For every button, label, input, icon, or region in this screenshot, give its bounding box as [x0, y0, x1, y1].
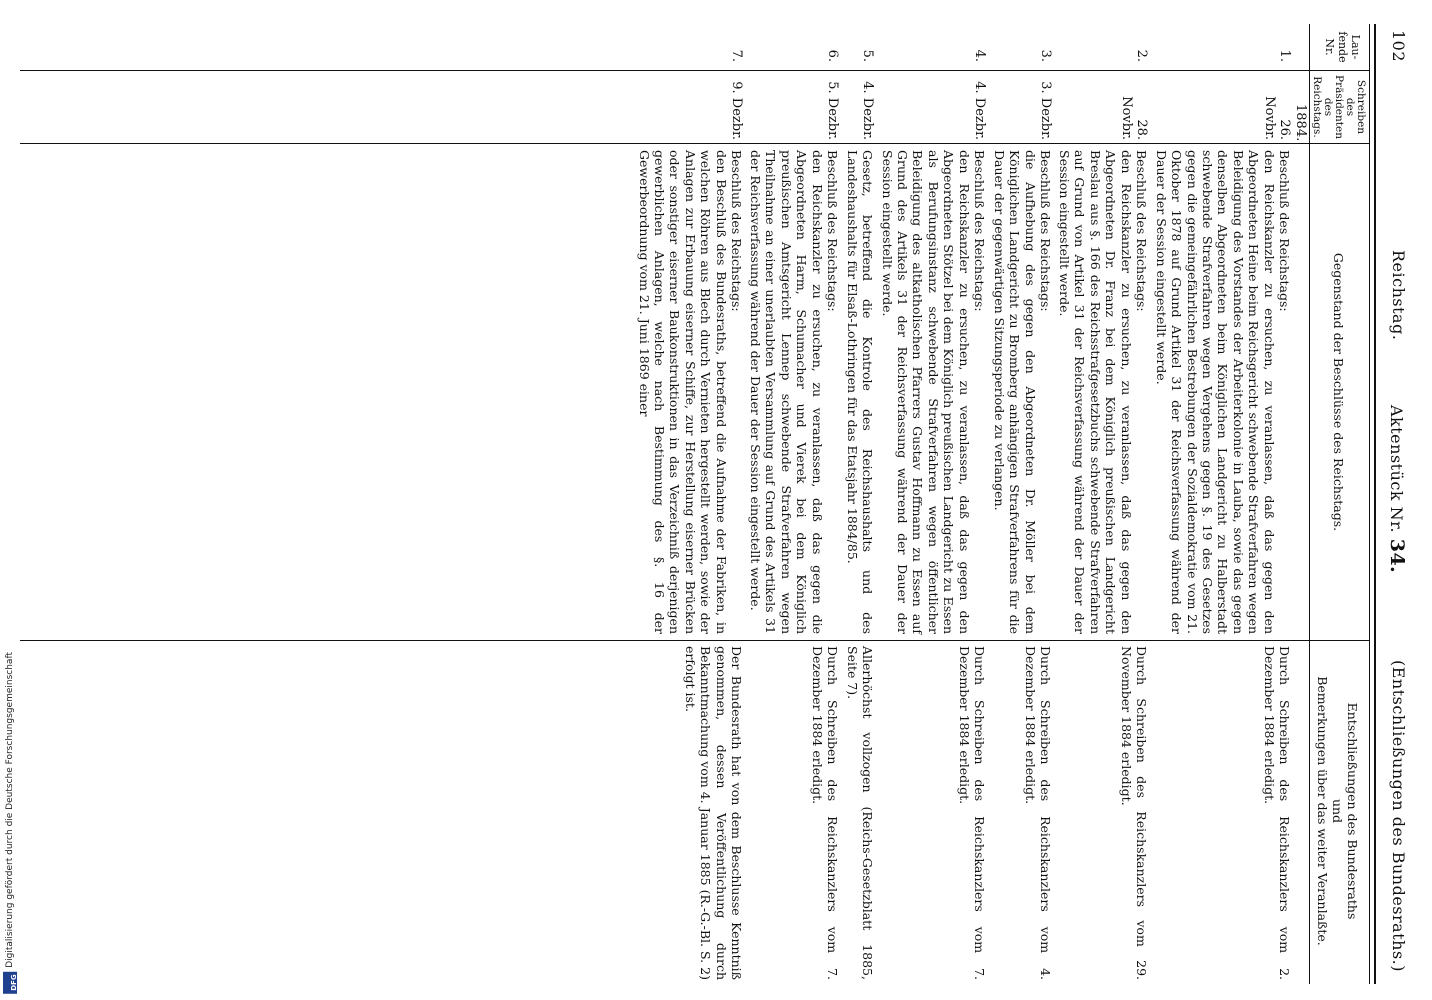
rule-col2	[20, 143, 1370, 144]
entry-subject: Beschluß des Reichstags: den Reichskanzler zu ersuchen, zu veranlassen, daß das gegen die Abgeordneten Harm, Schumacher und Vierek bei dem Königlich preußischen Amtsgericht Lennep schwebende Strafverfahren wegen Theilnahme an einer unerlaubten Versammlung auf Grund des Artikels 31 der Reichsverfassung während der Dauer der Session eingestellt werde.	[747, 150, 840, 634]
entry-number: 5.	[860, 49, 875, 62]
entry-date: 28. Novbr.	[1119, 96, 1149, 140]
year-label: 1884.	[1293, 104, 1308, 142]
header-center-number: 34.	[1386, 538, 1408, 574]
colhead-entschliessungen: Entschließungen des Bundesraths und Bemerkungen über das weiter Veranlaßte.	[1315, 676, 1360, 946]
entry-resolution: Durch Schreiben des Reichskanzlers vom 2. Dezember 1884 erledigt.	[1261, 646, 1292, 980]
entry-subject: Beschluß des Reichstags: den Reichskanzler zu ersuchen, zu veranlassen, daß das gegen den Abgeordneten Stötzel bei dem Königlich preußischen Landgericht zu Essen als Berufungsinstanz schwebende Strafverfahren wegen öffentlicher Beleidigung des altkatholischen Pfarrers Gustav Hoffmann zu Essen auf Grund des Artikels 31 der Reichsverfassung während der Dauer der Session eingestellt werde.	[879, 150, 987, 634]
entry-date: 4. Dezbr.	[972, 81, 987, 140]
entry-number: 4.	[972, 49, 987, 62]
dfg-credit-text: Digitalisierung gefördert durch die Deutsche Forschungsgemeinschaft	[5, 652, 15, 968]
dfg-logo: DFG	[3, 972, 17, 994]
entry-number: 6.	[825, 49, 840, 62]
header-left-title: Reichstag.	[1389, 250, 1408, 341]
rule-top-thin	[1369, 24, 1370, 984]
entry-resolution: Allerhöchst vollzogen (Reichs-Gesetzblatt 1885, Seite 7).	[844, 646, 875, 980]
entry-subject: Beschluß des Reichstags: den Reichskanzler zu ersuchen, zu veranlassen, daß das gegen den Abgeordneten Dr. Franz bei dem Königlich preußischen Landgericht Breslau aus §. 166 des Reichsstrafgesetzbuchs schwebende Strafverfahren auf Grund von Artikel 31 der Reichsverfassung während der Dauer der Session eingestellt werde.	[1056, 150, 1149, 634]
entry-subject: Beschluß des Reichstags: die Aufhebung des gegen den Abgeordneten Dr. Möller bei dem Königlichen Landgericht zu Bromberg anhängigen Strafverfahrens für die Dauer der gegenwärtigen Sitzungsperiode zu verlangen.	[991, 150, 1053, 634]
entry-resolution: Der Bundesrath hat von dem Beschlusse Kenntniß genommen, dessen Veröffentlichung durch Bekanntmachung vom 4. Januar 1885 (R.-G.-Bl. S. 2) erfolgt ist.	[682, 646, 744, 980]
entry-number: 2.	[1134, 49, 1149, 62]
rule-col1	[20, 70, 1370, 71]
colhead-gegenstand: Gegenstand der Beschlüsse des Reichstags.	[1331, 252, 1346, 532]
entry-resolution: Durch Schreiben des Reichskanzlers vom 7. Dezember 1884 erledigt.	[809, 646, 840, 980]
entry-number: 3.	[1038, 49, 1053, 62]
header-right-title: (Entschließungen des Bundesraths.)	[1389, 660, 1408, 972]
rule-col3	[20, 640, 1370, 641]
header-center-prefix: Aktenstück Nr.	[1387, 405, 1406, 534]
entry-subject: Beschluß des Reichstags: den Beschluß des Bundesraths, betreffend die Aufnahme der Fabriken, in welchen Röhren aus Blech durch Vernieten hergestellt werden, sowie der Anlagen zur Erbauung eiserner Schiffe, zur Herstellung eiserner Brücken oder sonstiger eiserner Baukonstruktionen in das Verzeichniß derjenigen gewerblichen Anlagen, welche nach Bestimmung des §. 16 der Gewerbeordnung vom 21. Juni 1869 einer	[636, 150, 744, 634]
header-center-title	[1386, 405, 1408, 573]
entry-number: 7.	[729, 49, 744, 62]
dfg-credit	[3, 652, 17, 994]
entry-resolution: Durch Schreiben des Reichskanzlers vom 4. Dezember 1884 erledigt.	[1022, 646, 1053, 980]
entry-date: 9. Dezbr.	[729, 81, 744, 140]
rule-header-bottom	[1309, 24, 1310, 984]
entry-date: 4. Dezbr.	[860, 81, 875, 140]
colhead-laufende-nr: Lau- fende Nr.	[1323, 31, 1362, 63]
entry-date: 3. Dezbr.	[1038, 81, 1053, 140]
entry-subject: Gesetz, betreffend die Kontrole des Reichshaushalts und des Landeshaushalts für Elsaß-Lothringen für das Etatsjahr 1884/85.	[844, 150, 875, 634]
colhead-schreiben: Schreiben des Präsidenten des Reichstags.	[1311, 75, 1367, 139]
entry-resolution: Durch Schreiben des Reichskanzlers vom 7. Dezember 1884 erledigt.	[956, 646, 987, 980]
entry-number: 1.	[1277, 49, 1292, 62]
rule-top-thick	[1374, 24, 1376, 984]
entry-date: 5. Dezbr.	[825, 81, 840, 140]
entry-resolution: Durch Schreiben des Reichskanzlers vom 29. November 1884 erledigt.	[1118, 646, 1149, 980]
entry-date: 26. Novbr.	[1262, 96, 1292, 140]
page-number: 102	[1389, 30, 1408, 63]
entry-subject: Beschluß des Reichstags: den Reichskanzler zu ersuchen, zu veranlassen, daß das gegen den Abgeordneten Heine beim Reichsgericht schwebende Strafverfahren wegen Beleidigung des Vorstandes der Arbeiterkolonie in Lauba, sowie das gegen denselben Abgeordneten beim Königlichen Landgericht zu Halberstadt schwebende Strafverfahren wegen Vergehens gegen §. 19 des Gesetzes gegen die gemeingefährlichen Bestrebungen der Sozialdemokratie vom 21. Oktober 1878 auf Grund Artikel 31 der Reichsverfassung während der Dauer der Session eingestellt werde.	[1153, 150, 1292, 634]
